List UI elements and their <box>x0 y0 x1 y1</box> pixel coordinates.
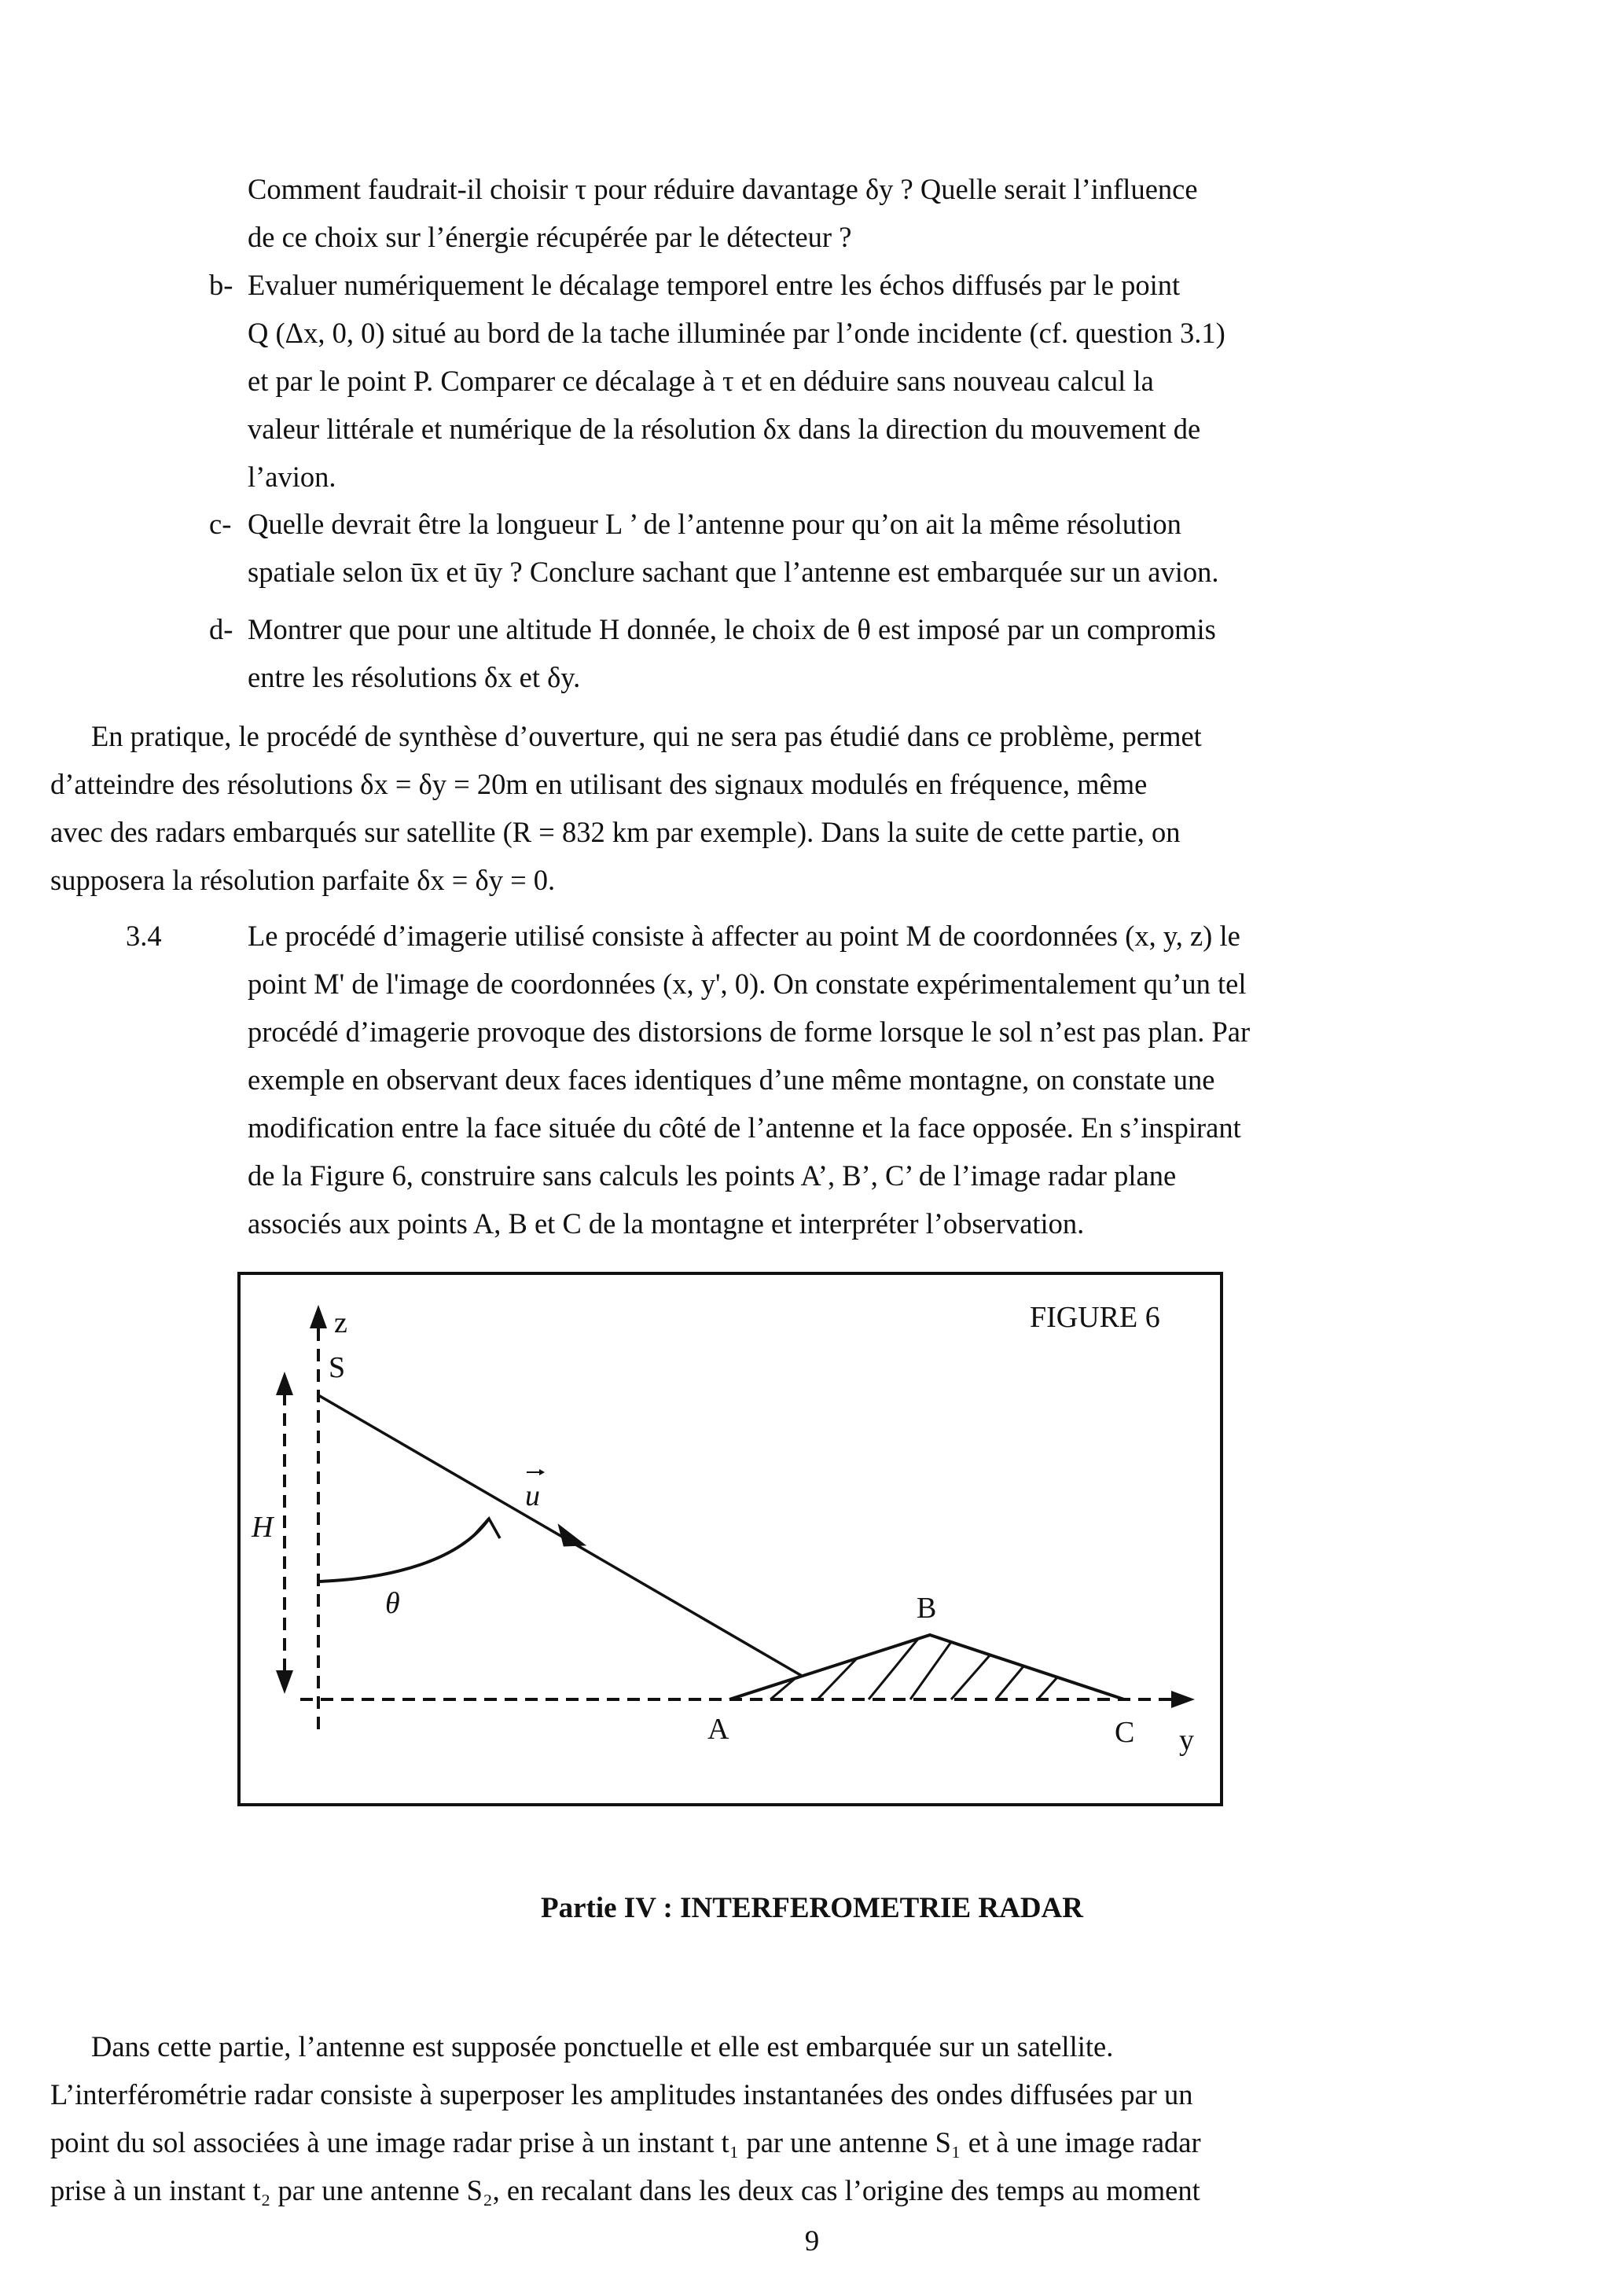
text-line: point du sol associées à une image radar prise à un instant t₁ par une antenne S₁ et à une image radar <box>50 2126 1201 2158</box>
text-line: de ce choix sur l’énergie récupérée par le détecteur ? <box>248 221 852 253</box>
z-axis-label: z <box>334 1306 347 1339</box>
point-b-label: B <box>917 1592 937 1625</box>
text-line: procédé d’imagerie provoque des distorsions de forme lorsque le sol n’est pas plan. Par <box>248 1016 1251 1048</box>
figure-title: FIGURE 6 <box>1030 1301 1160 1334</box>
height-arrow-bottom <box>276 1670 293 1694</box>
item-c-marker: c- <box>209 508 232 540</box>
point-a-label: A <box>707 1713 729 1746</box>
ray-arrowhead <box>560 1526 583 1545</box>
text-line: Evaluer numériquement le décalage temporel entre les échos diffusés par le point <box>248 269 1181 301</box>
z-axis-arrowhead <box>310 1305 327 1328</box>
hatch-line <box>951 1655 990 1699</box>
hatch-line <box>910 1642 951 1699</box>
text-line: associés aux points A, B et C de la montagne et interpréter l’observation. <box>248 1207 1085 1240</box>
vector-arrow-tip <box>539 1469 545 1475</box>
item-d-marker: d- <box>209 613 233 645</box>
text-line: de la Figure 6, construire sans calculs les points A’, B’, C’ de l’image radar plane <box>248 1159 1177 1192</box>
y-axis-label: y <box>1179 1724 1194 1757</box>
item-b-marker: b- <box>209 269 233 301</box>
text-line: point M' de l'image de coordonnées (x, y', 0). On constate expérimentalement qu’un tel <box>248 968 1247 1000</box>
figure-frame <box>239 1273 1222 1805</box>
text-line: d’atteindre des résolutions δx = δy = 20m en utilisant des signaux modulés en fréquence, même <box>50 768 1148 800</box>
theta-arc-arrowhead <box>475 1519 500 1538</box>
section-title: Partie IV : INTERFEROMETRIE RADAR <box>541 1892 1083 1924</box>
text-line: Montrer que pour une altitude H donnée, le choix de θ est imposé par un compromis <box>248 613 1216 645</box>
text-line: exemple en observant deux faces identiques d’une même montagne, on constate une <box>248 1064 1215 1096</box>
text-line: avec des radars embarqués sur satellite (R = 832 km par exemple). Dans la suite de cette partie, on <box>50 816 1181 848</box>
text-line: Comment faudrait-il choisir τ pour réduire davantage δy ? Quelle serait l’influence <box>248 173 1198 205</box>
partie-iv-intro <box>50 2022 1416 2214</box>
y-axis-arrowhead <box>1171 1691 1195 1708</box>
text-line: Q (Δx, 0, 0) situé au bord de la tache illuminée par l’onde incidente (cf. question 3.1) <box>248 317 1225 349</box>
height-label: H <box>252 1511 274 1544</box>
text-line: valeur littérale et numérique de la résolution δx dans la direction du mouvement de <box>248 413 1201 445</box>
text-line: entre les résolutions δx et δy. <box>248 661 581 693</box>
text-line: supposera la résolution parfaite δx = δy = 0. <box>50 864 556 896</box>
radar-ray <box>318 1395 802 1676</box>
text-line: L’interférométrie radar consiste à superposer les amplitudes instantanées des ondes diffusées par un <box>50 2078 1193 2110</box>
text-line: Dans cette partie, l’antenne est supposée ponctuelle et elle est embarquée sur un satellite. <box>91 2030 1114 2063</box>
theta-arc <box>320 1519 489 1581</box>
hatch-line <box>996 1666 1023 1699</box>
question-number: 3.4 <box>126 920 162 952</box>
text-line: Le procédé d’imagerie utilisé consiste à affecter au point M de coordonnées (x, y, z) le <box>248 920 1240 952</box>
text-line: et par le point P. Comparer ce décalage à τ et en déduire sans nouveau calcul la <box>248 365 1154 397</box>
text-line: prise à un instant t₂ par une antenne S₂, en recalant dans les deux cas l’origine des temps au moment <box>50 2174 1200 2206</box>
text-line: En pratique, le procédé de synthèse d’ouverture, qui ne sera pas étudié dans ce problème, permet <box>91 720 1202 752</box>
hatch-line <box>1038 1677 1057 1699</box>
page-number: 9 <box>804 2225 820 2257</box>
antenna-label: S <box>329 1351 346 1384</box>
mountain-hatching <box>770 1639 1057 1699</box>
text-line: l’avion. <box>248 461 336 493</box>
text-line: modification entre la face située du côté de l’antenne et la face opposée. En s’inspirant <box>248 1111 1241 1144</box>
text-line: spatiale selon ūx et ūy ? Conclure sachant que l’antenne est embarquée sur un avion. <box>248 556 1219 588</box>
text-line: Quelle devrait être la longueur L ’ de l’antenne pour qu’on ait la même résolution <box>248 508 1181 540</box>
angle-label: θ <box>385 1587 400 1620</box>
direction-vector-label: u <box>525 1479 540 1512</box>
height-arrow-top <box>276 1372 293 1395</box>
point-c-label: C <box>1115 1716 1135 1749</box>
